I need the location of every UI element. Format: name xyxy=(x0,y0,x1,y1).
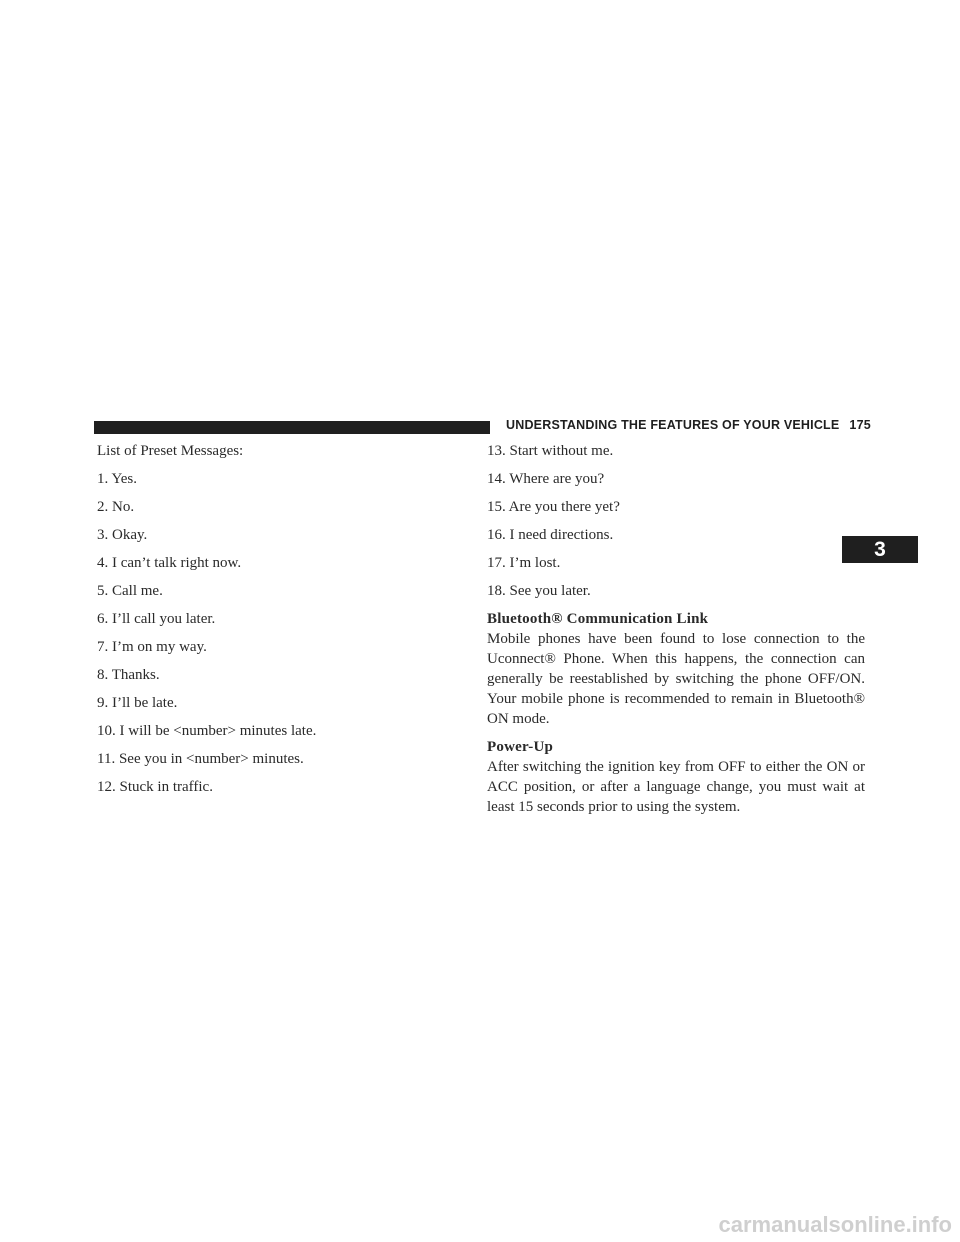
list-item: 4. I can’t talk right now. xyxy=(97,555,242,571)
list-intro: List of Preset Messages: xyxy=(97,443,244,459)
list-item: 14. Where are you? xyxy=(487,471,605,487)
list-item: 1. Yes. xyxy=(97,471,138,487)
section-heading-bluetooth: Bluetooth® Communication Link xyxy=(487,611,709,627)
left-column xyxy=(97,441,467,805)
header-title: UNDERSTANDING THE FEATURES OF YOUR VEHICLE xyxy=(506,418,840,432)
list-item: 6. I’ll call you later. xyxy=(97,611,216,627)
list-item: 9. I’ll be late. xyxy=(97,695,178,711)
list-item: 3. Okay. xyxy=(97,527,148,543)
list-item: 11. See you in <number> minutes. xyxy=(97,751,304,767)
right-column xyxy=(487,441,865,825)
list-item: 15. Are you there yet? xyxy=(487,499,620,515)
list-item: 13. Start without me. xyxy=(487,443,614,459)
list-item: 2. No. xyxy=(97,499,135,515)
list-item: 18. See you later. xyxy=(487,583,591,599)
header-rule xyxy=(94,421,490,434)
list-item: 8. Thanks. xyxy=(97,667,160,683)
section-heading-power-up: Power-Up xyxy=(487,739,554,755)
section-body-power-up: After switching the ignition key from OFF to either the ON or ACC position, or after a language change, you must wait at least 15 seconds prior to using the system. xyxy=(487,759,865,815)
running-header xyxy=(506,418,871,432)
list-item: 7. I’m on my way. xyxy=(97,639,207,655)
watermark: carmanualsonline.info xyxy=(718,1212,952,1237)
list-item: 16. I need directions. xyxy=(487,527,614,543)
list-item: 17. I’m lost. xyxy=(487,555,561,571)
page-number: 175 xyxy=(849,418,871,432)
chapter-tab: 3 xyxy=(842,536,918,563)
section-body-bluetooth: Mobile phones have been found to lose connection to the Uconnect® Phone. When this happens, the connection can generally be reestablished by switching the phone OFF/ON. Your mobile phone is recommended to remain in Bluetooth® ON mode. xyxy=(487,631,865,727)
list-item: 5. Call me. xyxy=(97,583,163,599)
list-item: 10. I will be <number> minutes late. xyxy=(97,723,317,739)
list-item: 12. Stuck in traffic. xyxy=(97,779,213,795)
